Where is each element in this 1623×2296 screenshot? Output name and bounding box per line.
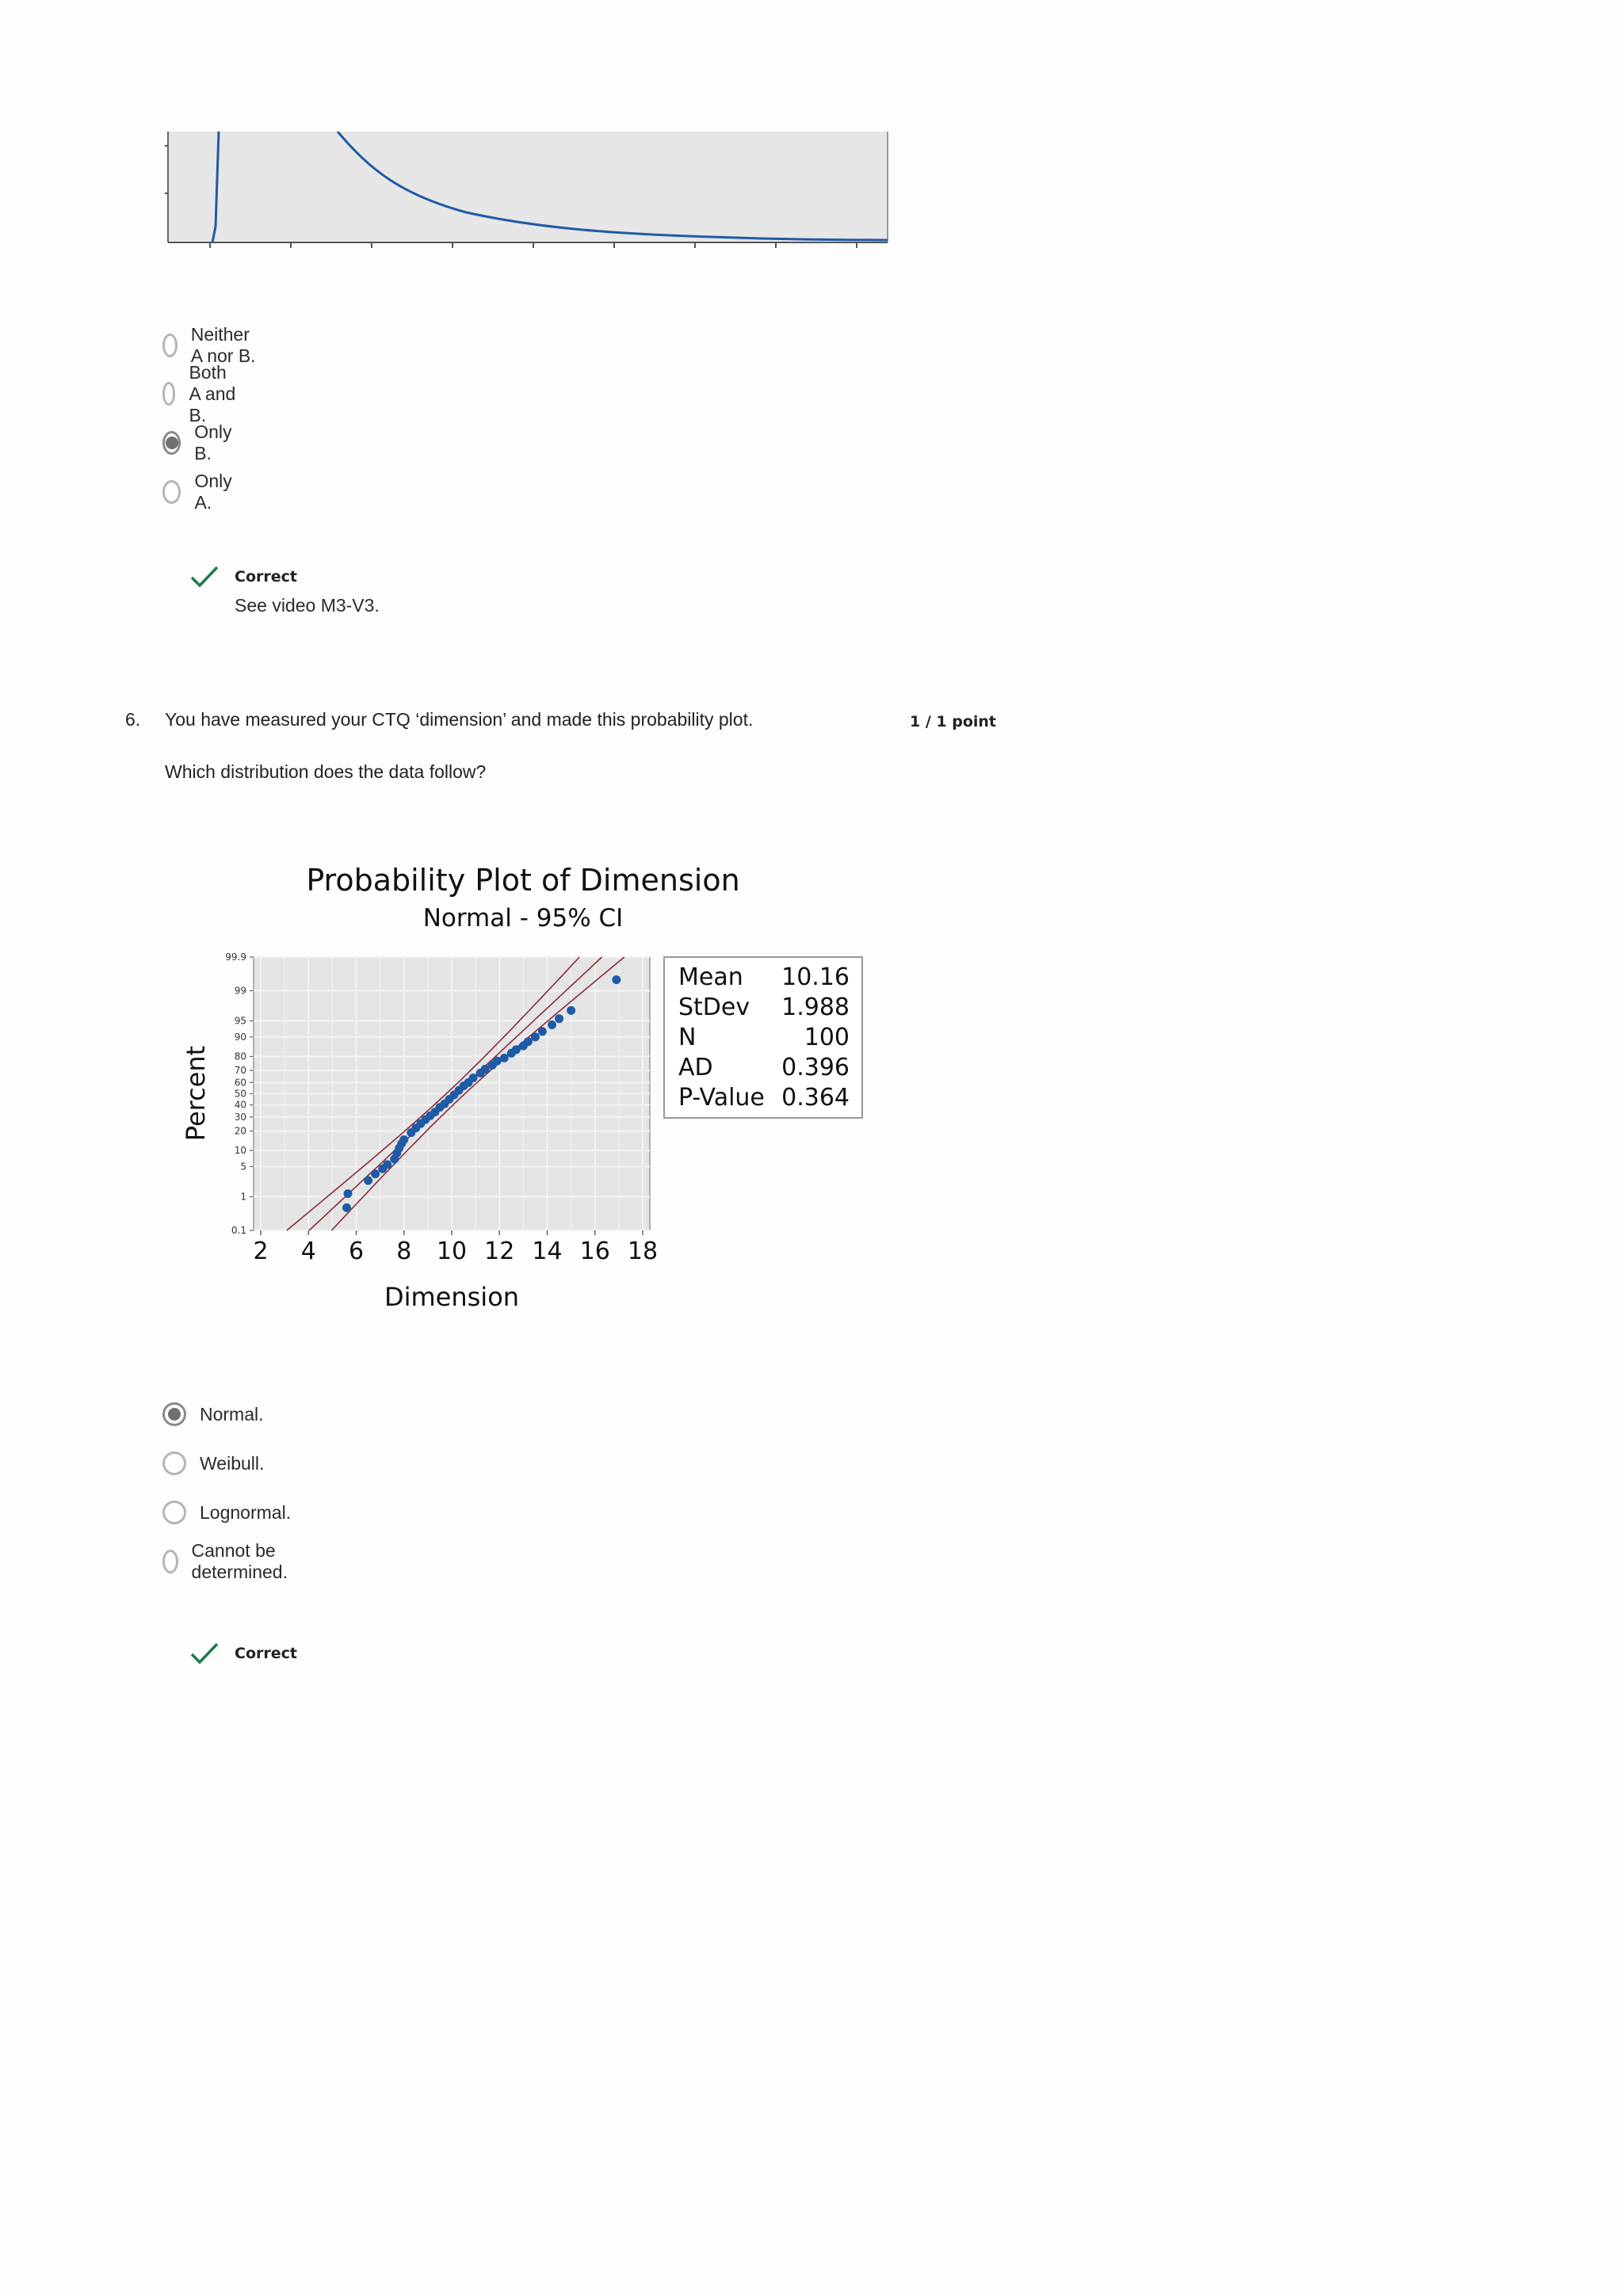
y-tick-label: 1	[240, 1191, 246, 1203]
data-point	[342, 1203, 351, 1212]
data-point	[524, 1037, 533, 1046]
x-tick-label: 2	[253, 1238, 269, 1265]
data-point	[343, 1189, 352, 1198]
q5-option-both[interactable]	[162, 361, 237, 425]
data-point	[500, 1054, 509, 1062]
stat-value: 0.364	[781, 1084, 850, 1112]
q5-radio-only-b[interactable]	[162, 431, 181, 455]
q6-radio-weibull[interactable]	[162, 1451, 186, 1475]
data-point	[371, 1169, 380, 1178]
probability-plot	[174, 856, 888, 1315]
x-tick-label: 14	[532, 1238, 563, 1265]
y-tick-label: 95	[234, 1015, 246, 1027]
data-point	[538, 1027, 547, 1035]
q6-radio-normal[interactable]	[162, 1402, 186, 1426]
data-point	[383, 1160, 391, 1169]
option-label: Neither A nor B.	[190, 324, 256, 366]
option-label: Cannot be determined.	[191, 1540, 288, 1582]
q5-option-only-b[interactable]	[162, 421, 237, 463]
feedback-status: Correct	[235, 568, 297, 585]
data-point	[567, 1006, 575, 1015]
q6-option-lognormal[interactable]	[162, 1497, 291, 1528]
x-tick-label: 12	[484, 1238, 515, 1265]
stat-label: P-Value	[678, 1084, 765, 1112]
q6-option-normal[interactable]	[162, 1398, 264, 1430]
x-tick-label: 18	[627, 1238, 659, 1265]
q6-feedback	[190, 1642, 297, 1669]
stat-value: 100	[804, 1024, 850, 1051]
q5-radio-only-a[interactable]	[162, 480, 181, 504]
question-subtext: Which distribution does the data follow?	[165, 761, 487, 782]
y-tick-label: 5	[240, 1161, 246, 1173]
feedback-text: See video M3-V3.	[235, 595, 380, 616]
y-tick-label: 99.9	[225, 952, 246, 963]
y-tick-label: 70	[234, 1065, 246, 1077]
question-points: 1 / 1 point	[910, 713, 996, 730]
stat-label: Mean	[678, 963, 743, 991]
q5-option-only-a[interactable]	[162, 471, 237, 513]
chart-title: Probability Plot of Dimension	[306, 863, 740, 898]
y-tick-label: 40	[234, 1099, 246, 1111]
q6-option-cannot-determine[interactable]	[162, 1540, 296, 1582]
option-label: Normal.	[200, 1403, 264, 1425]
x-tick-label: 16	[579, 1238, 610, 1265]
data-point	[364, 1177, 372, 1185]
q5-option-neither[interactable]	[162, 324, 258, 366]
data-point	[399, 1135, 408, 1144]
y-tick-label: 60	[234, 1077, 246, 1089]
chart-subtitle: Normal - 95% CI	[422, 904, 624, 933]
stat-label: StDev	[678, 994, 750, 1021]
y-tick-label: 0.1	[231, 1225, 246, 1236]
stat-label: N	[678, 1024, 697, 1051]
y-tick-label: 80	[234, 1051, 246, 1062]
option-label: Lognormal.	[200, 1501, 292, 1523]
x-tick-label: 4	[300, 1238, 316, 1265]
y-tick-labels	[225, 952, 254, 1236]
previous-question-chart	[165, 132, 891, 258]
y-tick-label: 20	[234, 1125, 246, 1137]
y-tick-label: 90	[234, 1031, 246, 1043]
x-axis-label: Dimension	[384, 1282, 520, 1312]
q6-option-weibull[interactable]	[162, 1447, 264, 1479]
data-point	[555, 1014, 563, 1023]
stats-legend	[664, 957, 862, 1118]
y-tick-label: 30	[234, 1111, 246, 1123]
question-text: You have measured your CTQ ‘dimension’ and made this probability plot.	[165, 709, 754, 730]
stat-label: AD	[678, 1054, 713, 1081]
option-label: Only B.	[194, 421, 232, 463]
y-tick-label: 99	[234, 985, 246, 997]
data-point	[469, 1074, 478, 1082]
option-label: Weibull.	[200, 1452, 265, 1474]
q6-radio-lognormal[interactable]	[162, 1501, 186, 1524]
option-label: Both A and B.	[189, 361, 236, 425]
x-tick-label: 10	[436, 1238, 468, 1265]
q5-feedback	[190, 565, 380, 616]
q6-radio-cannot-determine[interactable]	[162, 1550, 178, 1573]
q5-radio-both[interactable]	[162, 382, 175, 406]
y-tick-label: 50	[234, 1088, 246, 1100]
stat-value: 0.396	[781, 1054, 850, 1081]
data-point	[531, 1032, 540, 1041]
q5-radio-neither[interactable]	[162, 334, 178, 357]
x-tick-label: 8	[396, 1238, 412, 1265]
radio-selected-dot	[168, 1408, 181, 1421]
x-tick-labels	[253, 1230, 658, 1265]
x-tick-label: 6	[348, 1238, 365, 1265]
question-number: 6.	[125, 709, 141, 730]
y-axis-label: Percent	[181, 1045, 211, 1142]
radio-selected-dot	[166, 437, 178, 449]
stat-value: 10.16	[781, 963, 850, 991]
feedback-status: Correct	[235, 1645, 297, 1662]
y-tick-label: 10	[234, 1145, 246, 1157]
stat-value: 1.988	[781, 994, 850, 1021]
checkmark-icon	[190, 1642, 219, 1665]
data-point	[548, 1020, 556, 1029]
data-point	[612, 975, 621, 984]
checkmark-icon	[190, 565, 219, 589]
chart-plot-area	[168, 132, 888, 242]
option-label: Only A.	[194, 471, 232, 513]
